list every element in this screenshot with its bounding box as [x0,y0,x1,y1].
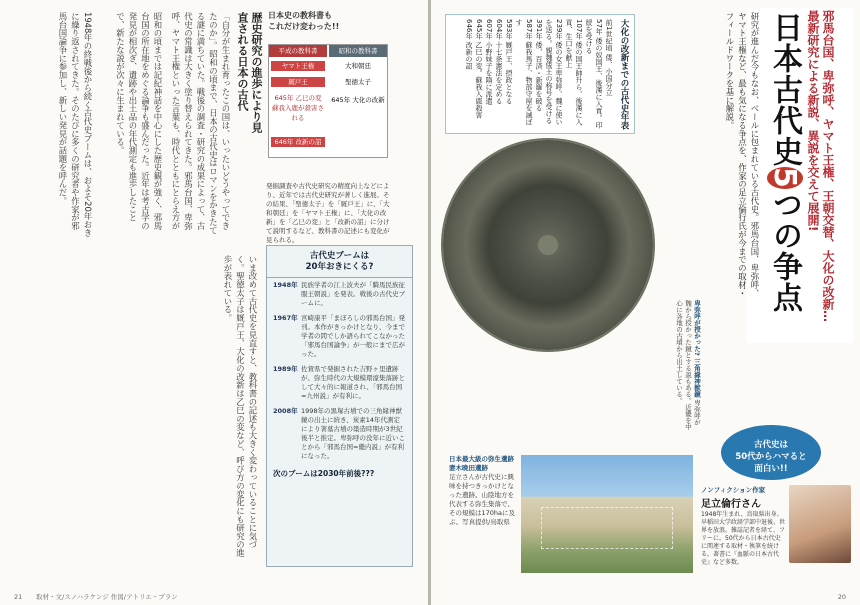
cell-old-2: 645年 乙巳の変 蘇我入鹿が殺害される [272,94,324,122]
site-foundation-outline [541,507,673,549]
textbook-title [268,10,386,32]
body-text-col-2: 昭和の頃までは記紀神話を中心にした歴史観が強く、邪馬台国の所在地をめぐる論争も盛んだった。近年は考古学の発見が相次ぎ、遺跡や出土品の年代測定も進歩したことで、新たな説が次々に生まれている。 [115,12,163,231]
chron-entry: 57年 倭の奴国王、後漢に入貢。印綬を受ける [585,19,603,129]
boom-item [267,362,412,404]
boom-item [267,404,412,464]
boom-year: 1989年 [273,365,298,373]
chron-entry: 239年 倭の女王卑弥呼、魏に使いを送る。親魏倭王の称号を受ける [545,19,563,126]
mirror-caption [641,300,701,430]
chronology-list [464,19,614,129]
chron-entry: 645年 乙巳の変。蘇我入鹿殺害 [475,19,483,119]
boom-item [267,278,412,311]
textbook-table [268,44,388,158]
boom-timeline-box [266,245,413,567]
cell-old-0: ヤマト王権 [271,61,325,71]
catch-copy [805,10,835,340]
body-text-col-1: 「自分が生まれ育ったこの国は、いったいどうやってできたのか」。昭和の頃まで、日本の古代史はロマンをかきたてる謎に満ちていた。戦後の調査・研究の成果によって、古代史の常識は大きく塗り替えられてきた。邪馬台国、卑弥呼、ヤマト王権といった言葉も、時代とともにとらえ方が [171,12,231,235]
cell-old-1: 厩戸王 [271,77,325,87]
chron-entry: 604年 十七条憲法を定める [495,19,503,105]
title-post: つの争点 [767,188,802,313]
author-bio: 1948年生まれ、鳥取県出身。早稲田大学政経学部中退後、世界を放浪。雑誌記者を経て、フリーに。50代から日本古代史に関連する取材・執筆を続ける。著書に『血脈の日本古代史』など多数。 [701,511,786,566]
boom-title-line-1: 古代史ブームは [309,251,370,261]
boom-year: 1967年 [273,314,298,322]
section-heading: 歴史研究の進歩により見直される日本の古代 [236,12,263,133]
bronze-mirror-image [443,140,653,350]
promo-line-3: 面白い!! [754,464,788,474]
cell-new-2: 645年 大化の改新 [331,96,385,104]
chronology-title: 大化の改新までの古代史年表 [619,19,629,130]
chron-entry: 前1世紀頃 倭、小国分立 [605,19,613,96]
chron-entry: 587年 蘇我馬子、物部守屋を滅ぼす [515,19,533,126]
boom-year: 2008年 [273,407,298,415]
cell-old-3: 646年 改新の詔 [271,137,325,147]
mirror-knob [538,235,558,255]
promo-bubble [721,425,821,480]
boom-item [267,311,412,362]
author-profile [701,485,851,585]
chron-entry: 107年 倭の国王帥升ら、後漢に入貢、生口を献上 [565,19,583,126]
author-name: 足立倫行さん [701,499,761,510]
textbook-caption: 発掘調査や古代史研究の精度向上などにより、近年では古代史研究が著しく進展。その結果、「聖徳太子」を「厩戸王」に、「大和朝廷」を「ヤマト王権」に、「大化の改新」を「乙巳の変」と「改新の詔」に分けて説明するなど、教科書の記述にも変化が見られる。 [266,182,390,244]
boom-title [267,246,412,278]
promo-line-2: 50代からハマると [735,452,807,462]
chron-entry: 607年 小野妹子を隋に派遣 [485,19,493,105]
head-heisei: 平成の教科書 [269,45,327,57]
textbook-title-line-2: これだけ変わった!! [268,22,340,31]
mirror-caption-text: 卑弥呼が魏から授かった鏡とする説もある。近畿を中心に各地の古墳から出土している。 [675,300,701,430]
boom-text: 宮崎康平「まぼろしの邪馬台国」発刊。本作がきっかけとなり、今まで学者の間でしか語られてこなかった「邪馬台国論争」が一般にまで広がった。 [301,314,405,358]
catch-line-2: 最新研究による新説、異説を交えて展開! [806,10,820,232]
chronology-box [445,14,635,134]
boom-title-line-2: 20年おきにくる? [305,262,374,272]
title-pre: 日本古代史 [767,12,802,167]
chron-entry: 646年 改新の詔 [465,19,473,70]
lead-text: 研究が進んだ今もなお、ベールに包まれている古代史。邪馬台国、卑弥呼、ヤマト王権など、最も気になる争点を、作家の足立倫行氏が今までの取材・フィールドワークを基に解説。 [725,12,760,298]
page-number-left: 21 [14,593,23,601]
chron-entry: 391年 倭、百済・新羅を破る [535,19,543,112]
main-title [765,12,803,313]
promo-line-1: 古代史は [753,440,788,450]
credit-line: 取材・文/スノハラケンジ 作図/アトリエ・プラン [36,593,178,601]
body-text-col-3: 1948年の終戦後から続く古代史ブームは、およそ20年おきに繰り返されてきた。そのたびに多くの研究者や作家が邪馬台国論争に参加し、新しい発見が話題を呼んだ。 [58,12,93,237]
boom-year: 1948年 [273,281,298,289]
site-caption-title: 日本最大級の弥生遺跡 妻木晩田遺跡 [449,455,514,472]
body-text-col-4: いま改めて古代史を見直すと、教科書の記述も大きく変わっていることに気づく。聖徳太子は厩戸王、大化の改新は乙巳の変など、呼び方の変化にも研究の進歩が表れている。 [223,255,258,558]
right-page [431,0,860,605]
ruins-site-photo [521,455,693,573]
textbook-change-box [268,10,386,180]
chron-entry: 593年 厩戸王、摂政となる [505,19,513,105]
cell-new-1: 聖徳太子 [345,78,371,86]
title-number: 5 [767,167,802,189]
boom-text: 佐賀県で発掘された吉野ヶ里遺跡が、弥生時代の大規模環濠集落跡として大々的に報道され、「邪馬台国=九州説」が有利に。 [301,365,405,400]
cell-new-0: 大和朝廷 [345,62,371,70]
left-page [0,0,428,605]
head-showa: 昭和の教科書 [329,45,387,57]
author-label: ノンフィクション作家 [701,486,766,494]
author-photo [789,485,851,563]
boom-footer: 次のブームは2030年前後??? [273,469,375,478]
textbook-title-line-1: 日本史の教科書も [268,11,332,20]
boom-text: 1998年の黒塚古墳での三角縁神獣鏡の出土に続き、炭素14年代測定により箸墓古墳の築造時期が3世紀後半と推定。卑弥呼の没年に近いことから「邪馬台国=畿内説」が有利になった。 [301,407,405,460]
catch-line-1: 邪馬台国、卑弥呼、ヤマト王権、王朝交替、大化の改新… [821,10,835,322]
mirror-caption-title: 卑弥呼が授かった? 三角縁神獣鏡 [693,300,701,398]
site-caption-text: 足立さんが古代史に興味を持つきっかけとなった遺跡。山陰地方を代表する弥生集落で、その規模は170haに及ぶ。写真提供/鳥取県 [449,473,516,526]
site-caption [449,455,517,527]
boom-text: 民族学者の江上波夫が「騎馬民族征服王朝説」を発表。戦後の古代史ブームに。 [301,281,405,307]
page-number-right: 20 [837,593,846,601]
